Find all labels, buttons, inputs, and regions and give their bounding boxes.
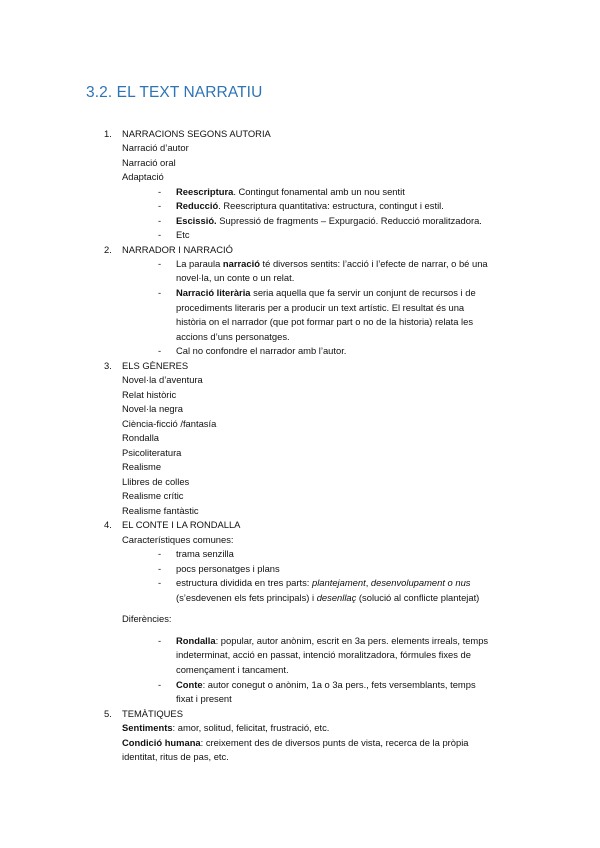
bullet-continuation: començament i tancament. (176, 664, 289, 675)
section-2-number: 2. (104, 244, 112, 255)
dash-bullet: - (158, 200, 162, 211)
bullet-continuation: novel·la, un conte o un relat. (176, 272, 295, 283)
list-item: Ciència-ficció /fantasía (122, 418, 217, 429)
section-2-title: NARRADOR I NARRACIÓ (122, 244, 233, 255)
dash-bullet: - (158, 548, 162, 559)
dash-bullet: - (158, 287, 162, 298)
paragraph-line: Condició humana: creixement des de diversos punts de vista, recerca de la pròpia (122, 737, 469, 748)
list-item: Adaptació (122, 171, 164, 182)
list-item: Relat històric (122, 389, 177, 400)
list-item: Realisme (122, 461, 162, 472)
dash-bullet: - (158, 186, 162, 197)
bullet-continuation: (s’esdevenen els fets principals) i desenllaç (solució al conflicte plantejat) (176, 592, 480, 603)
dash-bullet: - (158, 635, 162, 646)
list-item: Rondalla (122, 432, 160, 443)
bullet-item: La paraula narració té diversos sentits: l’acció i l’efecte de narrar, o bé una (176, 258, 488, 269)
bullet-item: Etc (176, 229, 190, 240)
dash-bullet: - (158, 563, 162, 574)
list-item: Novel·la negra (122, 403, 183, 414)
bullet-continuation: indeterminat, acció en passat, intenció moralitzadora, fórmules fixes de (176, 649, 471, 660)
bullet-item: Narració literària seria aquella que fa servir un conjunt de recursos i de (176, 287, 476, 298)
bullet-continuation: accions d’uns personatges. (176, 331, 290, 342)
paragraph-line: Sentiments: amor, solitud, felicitat, frustració, etc. (122, 722, 330, 733)
subheading: Característiques comunes: (122, 534, 234, 545)
paragraph-line: identitat, ritus de pas, etc. (122, 751, 229, 762)
bullet-continuation: història on el narrador (que pot formar part o no de la historia) relata les (176, 316, 474, 327)
dash-bullet: - (158, 577, 162, 588)
list-item: Novel·la d’aventura (122, 374, 203, 385)
subheading: Diferències: (122, 613, 172, 624)
section-5-number: 5. (104, 708, 112, 719)
bullet-item: Reescriptura. Contingut fonamental amb un nou sentit (176, 186, 405, 197)
section-3-number: 3. (104, 360, 112, 371)
list-item: Narració oral (122, 157, 176, 168)
bullet-item: Reducció. Reescriptura quantitativa: estructura, contingut i estil. (176, 200, 444, 211)
list-item: Realisme fantàstic (122, 505, 199, 516)
list-item: Realisme crític (122, 490, 184, 501)
list-item: Llibres de colles (122, 476, 190, 487)
bullet-item: Rondalla: popular, autor anònim, escrit en 3a pers. elements irreals, temps (176, 635, 489, 646)
bullet-item: Escissió. Supressió de fragments – Expurgació. Reducció moralitzadora. (176, 215, 482, 226)
section-3-title: ELS GÈNERES (122, 360, 189, 371)
dash-bullet: - (158, 215, 162, 226)
bullet-item: Cal no confondre el narrador amb l’autor. (176, 345, 347, 356)
bullet-item: Conte: autor conegut o anònim, 1a o 3a pers., fets versemblants, temps (176, 679, 476, 690)
bullet-item: pocs personatges i plans (176, 563, 280, 574)
section-4-number: 4. (104, 519, 112, 530)
bullet-continuation: fixat i present (176, 693, 232, 704)
page-title: 3.2. EL TEXT NARRATIU (86, 84, 263, 101)
bullet-item: estructura dividida en tres parts: plantejament, desenvolupament o nus (176, 577, 471, 588)
section-1-number: 1. (104, 128, 112, 139)
section-4-title: EL CONTE I LA RONDALLA (122, 519, 241, 530)
dash-bullet: - (158, 229, 162, 240)
dash-bullet: - (158, 345, 162, 356)
section-5-title: TEMÀTIQUES (122, 708, 183, 719)
dash-bullet: - (158, 258, 162, 269)
list-item: Narració d’autor (122, 142, 189, 153)
list-item: Psicoliteratura (122, 447, 182, 458)
dash-bullet: - (158, 679, 162, 690)
section-1-title: NARRACIONS SEGONS AUTORIA (122, 128, 271, 139)
bullet-continuation: procediments literaris per a producir un text artístic. El resultat és una (176, 302, 465, 313)
bullet-item: trama senzilla (176, 548, 234, 559)
